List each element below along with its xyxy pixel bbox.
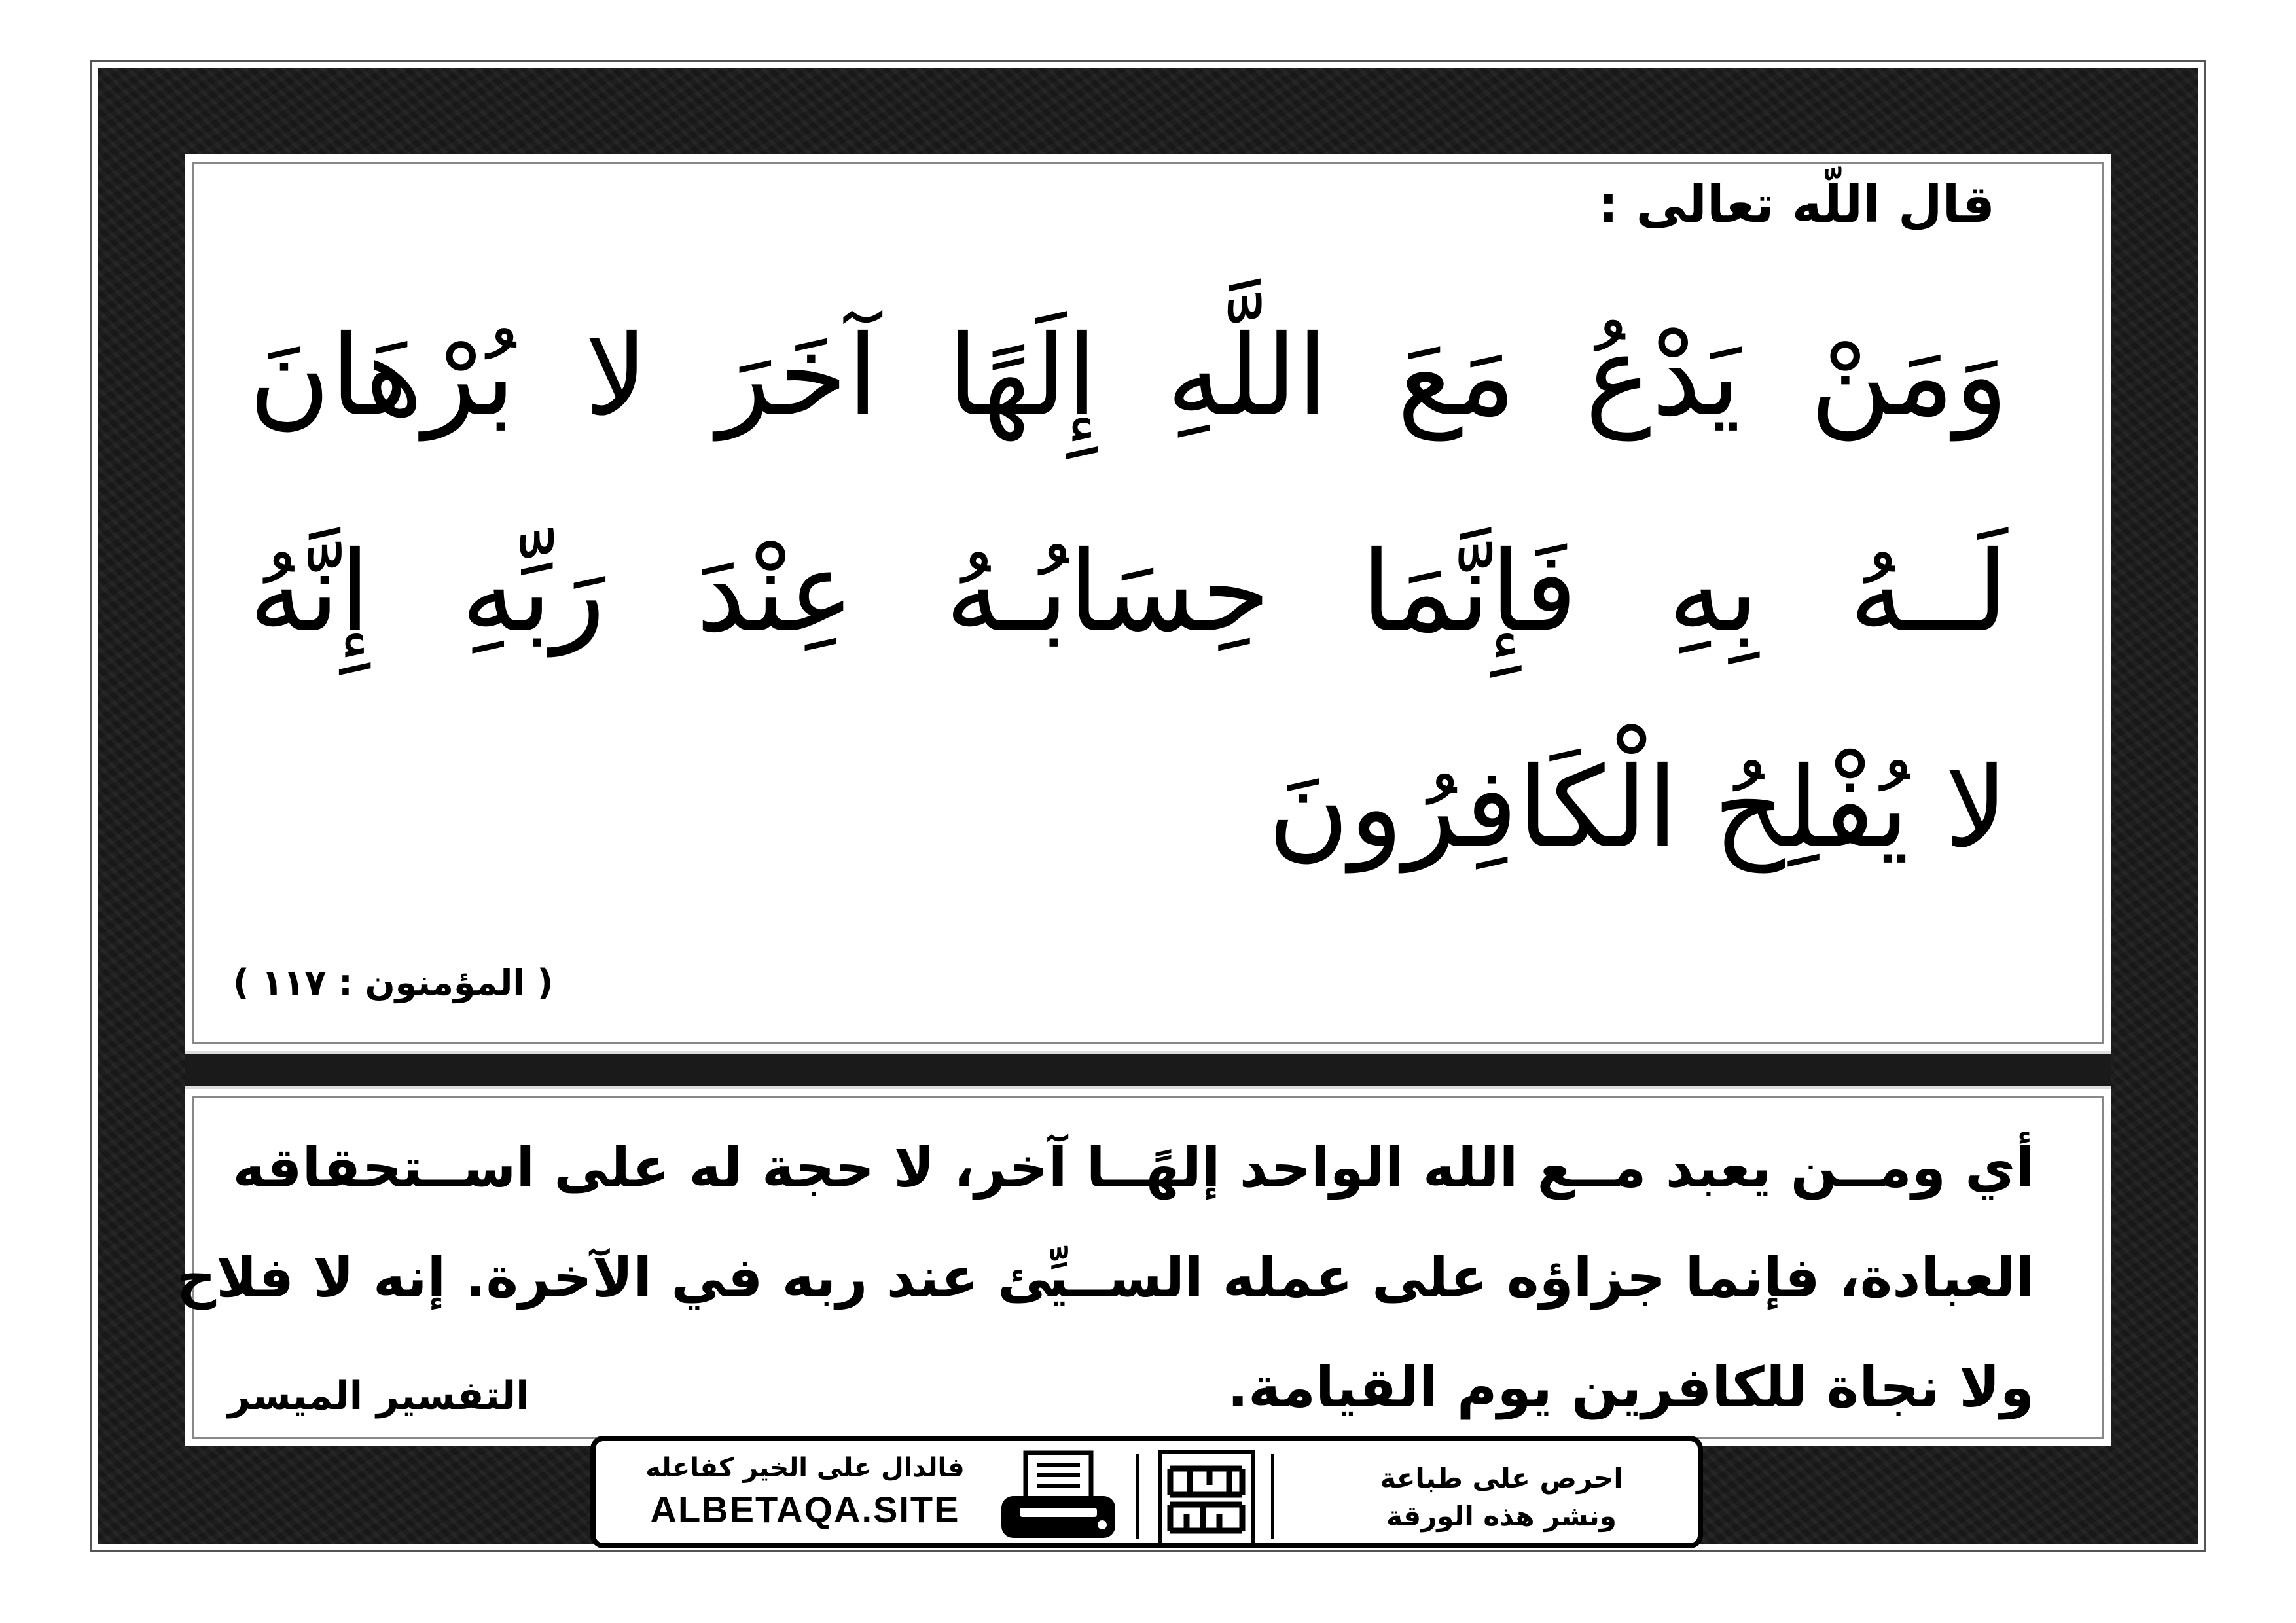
footer-bar (590, 1436, 1703, 1548)
footer-note-line: احرص على طباعة (1380, 1462, 1623, 1494)
footer-separator (1136, 1454, 1139, 1539)
footer-site-link[interactable]: ALBETAQA.SITE (650, 1489, 960, 1530)
verse-line: لَــهُ بِهِ فَإِنَّمَا حِسَابُـهُ عِنْدَ رَبِّهِ إِنَّهُ (249, 527, 2008, 657)
footer-slogan: فالدال على الخير كفاعله (645, 1453, 965, 1483)
verse-intro: قال اللّه تعالى : (1598, 175, 1995, 234)
verse-line: لا يُفْلِحُ الْكَافِرُونَ (1267, 743, 2008, 873)
footer-note-line: ونشر هذه الورقة (1386, 1500, 1617, 1532)
panel-divider (185, 1051, 2111, 1089)
tafsir-line: أي ومــن يعبد مــع الله الواحد إلهًــا آخر، لا حجة له على اســتحقاقه (232, 1135, 2034, 1200)
footer-note (1344, 1459, 1659, 1535)
footer-separator (1271, 1454, 1274, 1539)
tafsir-source: التفسير الميسر (228, 1373, 529, 1419)
logo-icon (1157, 1449, 1255, 1547)
quran-verse (249, 268, 2008, 916)
verse-reference: ( المؤمنون : ١١٧ ) (233, 962, 554, 1003)
verse-line: وَمَنْ يَدْعُ مَعَ اللَّهِ إِلَهًا آخَرَ لا بُرْهَانَ (249, 312, 2008, 441)
tafsir-line: ولا نجاة للكافرين يوم القيامة. (1227, 1355, 2034, 1419)
footer-site-block (628, 1453, 982, 1531)
printer-icon (996, 1450, 1121, 1542)
tafsir-line: العبادة، فإنما جزاؤه على عمله الســيِّئ عند ربه في الآخرة. إنه لا فلاح (176, 1245, 2034, 1310)
